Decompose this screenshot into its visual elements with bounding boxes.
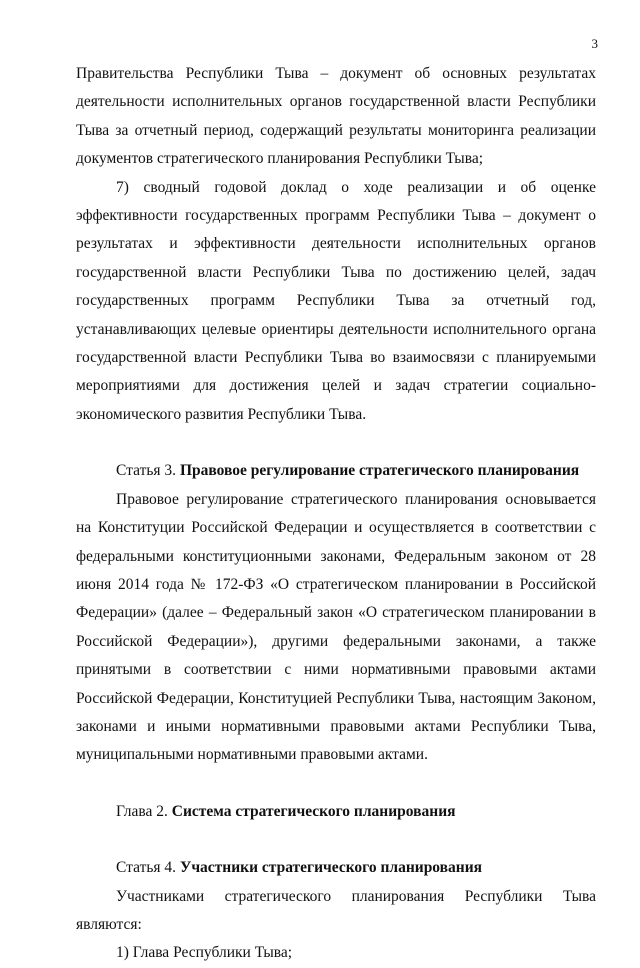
chapter-2-title: Система стратегического планирования — [171, 802, 456, 820]
article-4-title: Участники стратегического планирования — [179, 859, 483, 877]
paragraph-legal-regulation: Правовое регулирование стратегического планирования основывается на Конституции Российской Федерации и осуществляется в соответствии с федеральными конституционными законами, Федеральным законом от 28 июня 2014 года № 172-ФЗ «О стратегическом планировании в Российской Федерации» (далее – Федеральный закон «О стратегическом планировании в Российской Федерации»), другими федеральными законами, а также принятыми в соответствии с ними нормативными правовыми актами Российской Федерации, Конституцией Республики Тыва, настоящим Законом, законами и иными нормативными правовыми актами Республики Тыва, муниципальными нормативными правовыми актами. — [76, 490, 596, 764]
article-3-heading — [76, 457, 596, 485]
paragraph-participants: Участниками стратегического планирования Республики Тыва являются: — [76, 887, 596, 933]
article-3-title: Правовое регулирование стратегического планирования — [179, 462, 580, 480]
page-number: 3 — [591, 36, 598, 51]
article-4-prefix: Статья 4. — [116, 859, 180, 877]
article-3-prefix: Статья 3. — [116, 462, 180, 480]
article-4-heading — [76, 854, 596, 882]
document-body — [76, 60, 596, 968]
spacer — [76, 826, 596, 854]
spacer — [76, 770, 596, 798]
paragraph-continuation: Правительства Республики Тыва – документ об основных результатах деятельности исполнительных органов государственной власти Республики Тыва за отчетный период, содержащий результаты мониторинга реализации документов стратегического планирования Республики Тыва; — [76, 65, 596, 168]
chapter-2-heading — [76, 798, 596, 826]
list-item-1: 1) Глава Республики Тыва; — [116, 944, 293, 962]
paragraph-item-7: 7) сводный годовой доклад о ходе реализации и об оценке эффективности государственных программ Республики Тыва – документ о результатах и эффективности деятельности исполнительных органов государственной власти Республики Тыва по достижению целей, задач государственных программ Республики Тыва за отчетный год, устанавливающих целевые ориентиры деятельности исполнительного органа государственной власти Республики Тыва во взаимосвязи с планируемыми мероприятиями для достижения целей и задач стратегии социально-экономического развития Республики Тыва. — [76, 178, 596, 423]
spacer — [76, 429, 596, 457]
chapter-2-prefix: Глава 2. — [116, 802, 172, 820]
